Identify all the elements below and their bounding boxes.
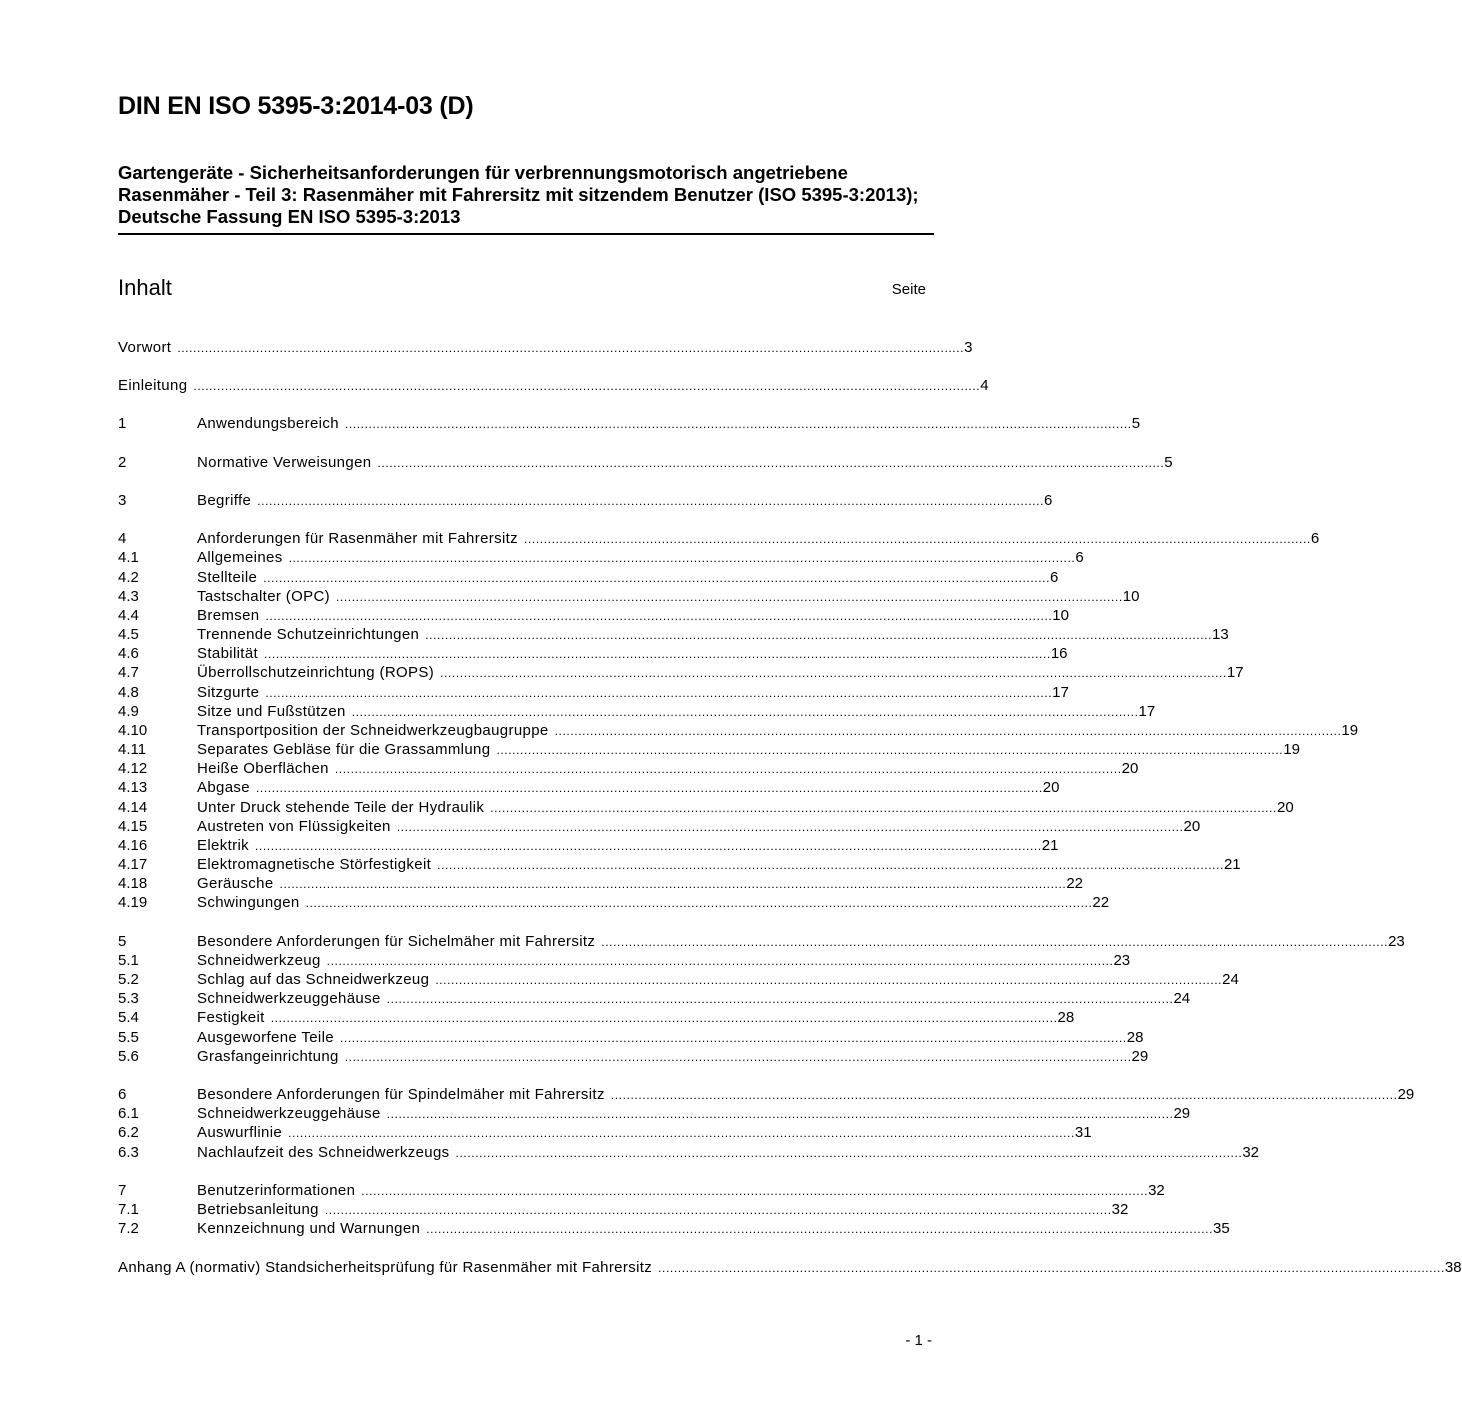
toc-entry-page: 3 — [964, 339, 973, 356]
toc-entry[interactable] — [118, 836, 1059, 855]
toc-dot-leader: ........................................................................................................................................................................................................ — [264, 647, 1051, 661]
toc-entry[interactable] — [118, 1085, 1415, 1104]
toc-dot-leader: ........................................................................................................................................................................................................ — [305, 896, 1093, 910]
toc-dot-leader: ........................................................................................................................................................................................................ — [440, 666, 1227, 680]
toc-entry[interactable] — [118, 989, 1191, 1008]
toc-dot-leader: ........................................................................................................................................................................................................ — [601, 935, 1389, 949]
toc-entry[interactable] — [118, 1219, 1230, 1238]
toc-entry-label: Anhang A (normativ) Standsicherheitsprüfung für Rasenmäher mit Fahrersitz — [118, 1259, 653, 1276]
toc-entry[interactable] — [118, 644, 1068, 663]
toc-page-label: Seite — [891, 281, 926, 298]
toc-dot-leader: ........................................................................................................................................................................................................ — [270, 1011, 1058, 1025]
toc-entry-page: 28 — [1126, 1029, 1144, 1046]
toc-entry[interactable] — [118, 721, 1359, 740]
toc-dot-leader: ........................................................................................................................................................................................................ — [396, 820, 1184, 834]
toc-heading: Inhalt — [118, 275, 172, 300]
toc-entry-label: Transportposition der Schneidwerkzeugbaugruppe — [197, 722, 549, 739]
toc-entry-number: 5.4 — [118, 1009, 139, 1026]
toc-entry-label: Schlag auf das Schneidwerkzeug — [197, 971, 430, 988]
toc-entry-label: Abgase — [197, 779, 250, 796]
toc-entry-number: 7.2 — [118, 1220, 139, 1237]
toc-entry[interactable] — [118, 683, 1069, 702]
toc-entry-label: Normative Verweisungen — [197, 454, 372, 471]
toc-entry[interactable] — [118, 491, 1053, 510]
toc-entry[interactable] — [118, 1143, 1260, 1162]
toc-entry[interactable] — [118, 606, 1069, 625]
toc-entry-label: Schneidwerkzeuggehäuse — [197, 1105, 381, 1122]
toc-entry[interactable] — [118, 932, 1405, 951]
toc-entry-page: 6 — [1050, 569, 1059, 586]
toc-entry-label: Austreten von Flüssigkeiten — [197, 818, 391, 835]
toc-dot-leader: ........................................................................................................................................................................................................ — [339, 1031, 1127, 1045]
toc-entry-label: Heiße Oberflächen — [197, 760, 329, 777]
toc-entry-page: 19 — [1283, 741, 1300, 758]
toc-entry-label: Nachlaufzeit des Schneidwerkzeugs — [197, 1144, 450, 1161]
toc-entry[interactable] — [118, 1104, 1191, 1123]
toc-dot-leader: ........................................................................................................................................................................................................ — [177, 341, 965, 355]
toc-entry-label: Festigkeit — [197, 1009, 265, 1026]
toc-entry-page: 20 — [1183, 818, 1201, 835]
toc-entry-label: Schneidwerkzeug — [197, 952, 321, 969]
toc-entry[interactable] — [118, 529, 1320, 548]
toc-entry-page: 24 — [1173, 990, 1191, 1007]
toc-entry-page: 28 — [1057, 1009, 1075, 1026]
toc-entry-page: 6 — [1044, 492, 1053, 509]
toc-entry-label: Sitzgurte — [197, 684, 260, 701]
toc-entry-label: Grasfangeinrichtung — [197, 1048, 339, 1065]
toc-entry[interactable] — [118, 778, 1060, 797]
toc-entry[interactable] — [118, 376, 989, 395]
page-number: - 1 - — [905, 1332, 932, 1349]
toc-entry-page: 20 — [1276, 799, 1294, 816]
toc-entry-number: 4.17 — [118, 856, 148, 873]
toc-entry[interactable] — [118, 1181, 1165, 1200]
toc-entry-number: 3 — [118, 492, 127, 509]
toc-entry-number: 4.6 — [118, 645, 139, 662]
toc-entry-page: 20 — [1042, 779, 1060, 796]
toc-dot-leader: ........................................................................................................................................................................................................ — [324, 1203, 1112, 1217]
toc-entry-number: 7.1 — [118, 1201, 139, 1218]
toc-dot-leader: ........................................................................................................................................................................................................ — [344, 417, 1132, 431]
toc-dot-leader: ........................................................................................................................................................................................................ — [279, 877, 1067, 891]
toc-dot-leader: ........................................................................................................................................................................................................ — [490, 801, 1277, 815]
toc-entry-page: 35 — [1213, 1220, 1230, 1237]
toc-entry-number: 4.10 — [118, 722, 148, 739]
toc-entry-page: 5 — [1131, 415, 1141, 432]
toc-entry-number: 4.9 — [118, 703, 139, 720]
toc-entry-page: 10 — [1052, 607, 1069, 624]
toc-entry-page: 21 — [1041, 837, 1059, 854]
toc-entry[interactable] — [118, 951, 1131, 970]
toc-entry[interactable] — [118, 817, 1201, 836]
toc-entry[interactable] — [118, 970, 1239, 989]
toc-dot-leader: ........................................................................................................................................................................................................ — [377, 456, 1165, 470]
toc-entry-page: 23 — [1113, 952, 1131, 969]
toc-dot-leader: ........................................................................................................................................................................................................ — [361, 1184, 1149, 1198]
toc-dot-leader: ........................................................................................................................................................................................................ — [336, 590, 1123, 604]
toc-entry-label: Stellteile — [197, 569, 258, 586]
toc-entry-label: Besondere Anforderungen für Sichelmäher mit Fahrersitz — [197, 933, 596, 950]
toc-entry-number: 5.5 — [118, 1029, 139, 1046]
toc-entry-page: 32 — [1148, 1182, 1165, 1199]
toc-entry-label: Ausgeworfene Teile — [197, 1029, 334, 1046]
toc-entry-number: 4.12 — [118, 760, 148, 777]
toc-entry-label: Anforderungen für Rasenmäher mit Fahrersitz — [197, 530, 519, 547]
toc-entry[interactable] — [118, 453, 1173, 472]
toc-entry-number: 5 — [118, 933, 127, 950]
toc-entry-page: 29 — [1131, 1048, 1149, 1065]
toc-entry-label: Vorwort — [118, 339, 172, 356]
toc-dot-leader: ........................................................................................................................................................................................................ — [386, 992, 1174, 1006]
toc-dot-leader: ........................................................................................................................................................................................................ — [386, 1107, 1174, 1121]
toc-entry-number: 4.7 — [118, 664, 139, 681]
toc-entry-number: 4.2 — [118, 569, 139, 586]
toc-dot-leader: ........................................................................................................................................................................................................ — [524, 532, 1311, 546]
toc-entry-number: 4.3 — [118, 588, 139, 605]
toc-entry[interactable] — [118, 1123, 1092, 1142]
toc-entry[interactable] — [118, 663, 1244, 682]
toc-entry[interactable] — [118, 798, 1294, 817]
toc-entry-label: Separates Gebläse für die Grassammlung — [197, 741, 491, 758]
toc-entry[interactable] — [118, 1008, 1075, 1027]
toc-entry-page: 21 — [1223, 856, 1241, 873]
toc-entry-label: Benutzerinformationen — [197, 1182, 356, 1199]
toc-entry[interactable] — [118, 625, 1229, 644]
toc-dot-leader: ........................................................................................................................................................................................................ — [288, 1126, 1075, 1140]
toc-entry-number: 4.5 — [118, 626, 139, 643]
toc-entry-number: 6.3 — [118, 1144, 139, 1161]
toc-entry-label: Trennende Schutzeinrichtungen — [197, 626, 420, 643]
toc-entry-page: 5 — [1164, 454, 1173, 471]
toc-entry-number: 4.1 — [118, 549, 139, 566]
toc-entry-label: Tastschalter (OPC) — [197, 588, 330, 605]
toc-dot-leader: ........................................................................................................................................................................................................ — [255, 781, 1043, 795]
toc-entry-page: 10 — [1122, 588, 1140, 605]
toc-dot-leader: ........................................................................................................................................................................................................ — [658, 1261, 1445, 1275]
toc-entry-label: Schwingungen — [197, 894, 300, 911]
toc-entry-page: 29 — [1173, 1105, 1191, 1122]
toc-entry-number: 1 — [118, 415, 127, 432]
toc-entry-label: Elektrik — [197, 837, 249, 854]
toc-entry-number: 7 — [118, 1182, 127, 1199]
toc-entry[interactable] — [118, 740, 1300, 759]
toc-entry-label: Stabilität — [197, 645, 259, 662]
toc-dot-leader: ........................................................................................................................................................................................................ — [334, 762, 1122, 776]
toc-entry-label: Einleitung — [118, 377, 188, 394]
toc-dot-leader: ........................................................................................................................................................................................................ — [288, 551, 1076, 565]
toc-entry[interactable] — [118, 855, 1241, 874]
toc-entry-number: 6.2 — [118, 1124, 139, 1141]
toc-entry-page: 19 — [1341, 722, 1359, 739]
toc-entry-page: 24 — [1222, 971, 1239, 988]
toc-entry-number: 4.19 — [118, 894, 148, 911]
toc-dot-leader: ........................................................................................................................................................................................................ — [496, 743, 1284, 757]
toc-dot-leader: ........................................................................................................................................................................................................ — [265, 686, 1053, 700]
toc-entry[interactable] — [118, 702, 1156, 721]
toc-entry-page: 17 — [1052, 684, 1069, 701]
toc-dot-leader: ........................................................................................................................................................................................................ — [265, 609, 1053, 623]
toc-entry[interactable] — [118, 548, 1084, 567]
toc-entry-label: Elektromagnetische Störfestigkeit — [197, 856, 432, 873]
toc-entry-label: Überrollschutzeinrichtung (ROPS) — [197, 664, 435, 681]
toc-entry-page: 23 — [1388, 933, 1405, 950]
toc-entry-number: 6.1 — [118, 1105, 139, 1122]
toc-dot-leader: ........................................................................................................................................................................................................ — [193, 379, 981, 393]
toc-entry[interactable] — [118, 874, 1084, 893]
toc-entry-label: Besondere Anforderungen für Spindelmäher mit Fahrersitz — [197, 1086, 605, 1103]
toc-dot-leader: ........................................................................................................................................................................................................ — [610, 1088, 1398, 1102]
toc-entry-number: 4.15 — [118, 818, 148, 835]
toc-entry-number: 5.2 — [118, 971, 139, 988]
toc-entry-number: 5.1 — [118, 952, 139, 969]
toc-entry[interactable] — [118, 338, 973, 357]
toc-entry[interactable] — [118, 893, 1110, 912]
toc-entry-page: 22 — [1092, 894, 1110, 911]
toc-entry-page: 20 — [1121, 760, 1139, 777]
toc-dot-leader: ........................................................................................................................................................................................................ — [554, 724, 1342, 738]
toc-entry-page: 29 — [1397, 1086, 1415, 1103]
toc-dot-leader: ........................................................................................................................................................................................................ — [426, 1222, 1214, 1236]
toc-entry-label: Anwendungsbereich — [197, 415, 339, 432]
toc-entry-number: 4.8 — [118, 684, 139, 701]
toc-dot-leader: ........................................................................................................................................................................................................ — [326, 954, 1114, 968]
toc-entry[interactable] — [118, 587, 1140, 606]
toc-entry-number: 2 — [118, 454, 127, 471]
toc-entry-page: 31 — [1074, 1124, 1092, 1141]
toc-entry[interactable] — [118, 759, 1139, 778]
toc-entry-page: 32 — [1242, 1144, 1260, 1161]
toc-entry[interactable] — [118, 1258, 1462, 1277]
toc-dot-leader: ........................................................................................................................................................................................................ — [263, 571, 1050, 585]
toc-dot-leader: ........................................................................................................................................................................................................ — [437, 858, 1224, 872]
toc-entry-page: 4 — [980, 377, 989, 394]
toc-entry-label: Allgemeines — [197, 549, 283, 566]
toc-entry-page: 17 — [1138, 703, 1156, 720]
toc-entry[interactable] — [118, 1200, 1129, 1219]
toc-entry-page: 38 — [1444, 1259, 1462, 1276]
toc-entry-page: 6 — [1075, 549, 1084, 566]
toc-dot-leader: ........................................................................................................................................................................................................ — [257, 494, 1045, 508]
toc-entry-number: 4.14 — [118, 799, 148, 816]
toc-entry[interactable] — [118, 1047, 1149, 1066]
toc-entry-label: Unter Druck stehende Teile der Hydraulik — [197, 799, 485, 816]
toc-dot-leader: ........................................................................................................................................................................................................ — [351, 705, 1139, 719]
toc-entry[interactable] — [118, 414, 1141, 433]
document-subtitle: Gartengeräte - Sicherheitsanforderungen für verbrennungsmotorisch angetriebene Rasenmäher - Teil 3: Rasenmäher mit Fahrersitz mit sitzendem Benutzer (ISO 5395-3:2013); Deutsche Fassung EN ISO 5395-3:2013 — [118, 162, 919, 227]
toc-entry-page: 32 — [1111, 1201, 1129, 1218]
toc-entry-page: 22 — [1066, 875, 1084, 892]
toc-entry-label: Kennzeichnung und Warnungen — [197, 1220, 421, 1237]
toc-entry-number: 4.4 — [118, 607, 139, 624]
toc-entry-label: Bremsen — [197, 607, 260, 624]
toc-entry-number: 4 — [118, 530, 127, 547]
toc-entry-label: Sitze und Fußstützen — [197, 703, 346, 720]
toc-entry-number: 5.3 — [118, 990, 139, 1007]
toc-entry-number: 6 — [118, 1086, 127, 1103]
toc-entry-page: 16 — [1050, 645, 1068, 662]
toc-entry-label: Betriebsanleitung — [197, 1201, 319, 1218]
toc-dot-leader: ........................................................................................................................................................................................................ — [344, 1050, 1132, 1064]
toc-dot-leader: ........................................................................................................................................................................................................ — [455, 1146, 1243, 1160]
toc-entry-label: Begriffe — [197, 492, 252, 509]
toc-entry-number: 4.18 — [118, 875, 148, 892]
toc-entry-page: 17 — [1226, 664, 1244, 681]
title-divider — [118, 233, 934, 235]
toc-entry[interactable] — [118, 1028, 1144, 1047]
toc-entry-label: Auswurflinie — [197, 1124, 283, 1141]
toc-dot-leader: ........................................................................................................................................................................................................ — [425, 628, 1213, 642]
toc-entry-number: 4.11 — [118, 741, 147, 758]
toc-entry-label: Schneidwerkzeuggehäuse — [197, 990, 381, 1007]
toc-entry-label: Geräusche — [197, 875, 274, 892]
toc-entry-page: 13 — [1212, 626, 1229, 643]
toc-entry-number: 4.16 — [118, 837, 148, 854]
toc-entry[interactable] — [118, 568, 1059, 587]
toc-entry-page: 6 — [1310, 530, 1320, 547]
toc-dot-leader: ........................................................................................................................................................................................................ — [254, 839, 1042, 853]
toc-entry-number: 4.13 — [118, 779, 148, 796]
toc-dot-leader: ........................................................................................................................................................................................................ — [435, 973, 1223, 987]
toc-entry-number: 5.6 — [118, 1048, 139, 1065]
document-title: DIN EN ISO 5395-3:2014-03 (D) — [118, 92, 474, 120]
